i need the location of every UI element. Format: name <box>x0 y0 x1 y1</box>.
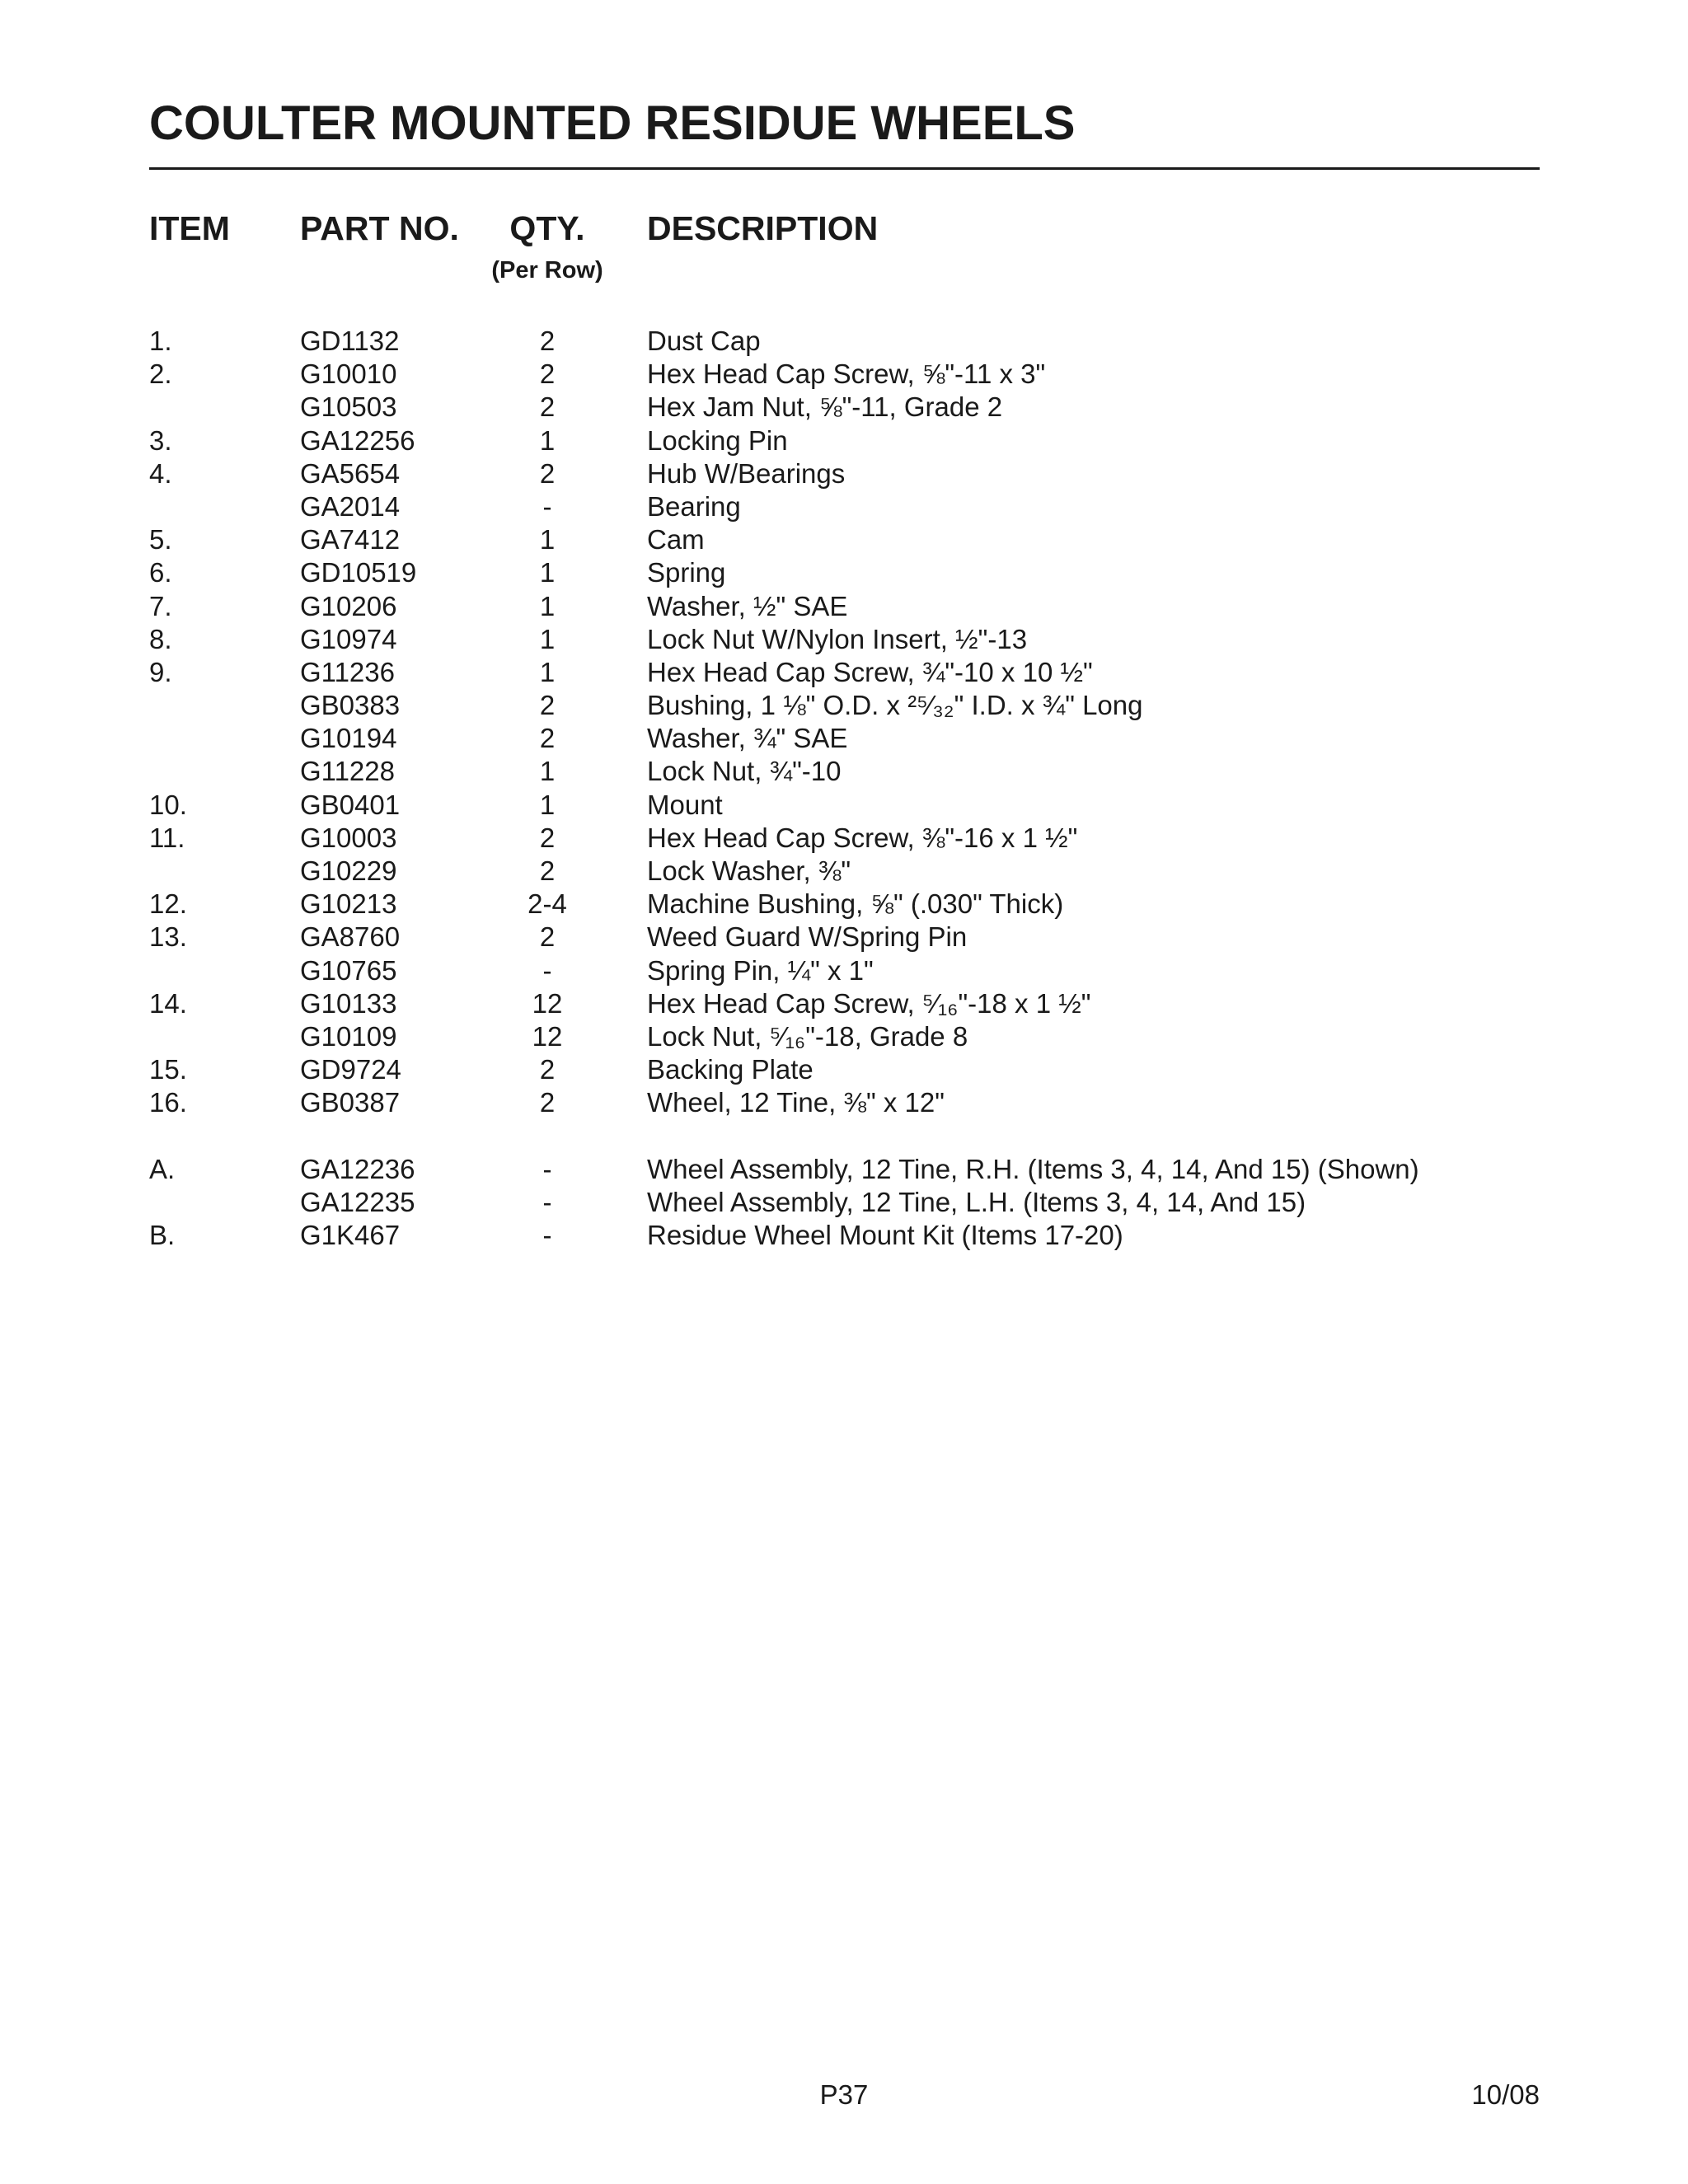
table-row <box>0 888 1688 921</box>
row-description: Lock Washer, ⅜" <box>647 855 851 886</box>
row-quantity: 2 <box>539 723 556 754</box>
row-part-number: G10010 <box>300 359 397 390</box>
row-part-number: GA5654 <box>300 457 401 489</box>
row-part-number: G10229 <box>300 855 397 886</box>
row-description: Hex Head Cap Screw, ¾"-10 x 10 ½" <box>647 656 1093 687</box>
row-description: Wheel Assembly, 12 Tine, R.H. (Items 3, 4, 14, And 15) (Shown) <box>647 1153 1419 1184</box>
row-description: Washer, ½" SAE <box>647 590 848 621</box>
row-item-number: 13. <box>149 921 187 953</box>
row-part-number: G10109 <box>300 1020 397 1052</box>
row-item-number: 3. <box>149 424 172 456</box>
row-quantity: 1 <box>539 656 556 687</box>
row-item-number: 1. <box>149 326 172 356</box>
column-subheader-per-row: (Per Row) <box>491 257 603 284</box>
row-description: Lock Nut W/Nylon Insert, ½"-13 <box>647 623 1028 654</box>
row-item-number: 14. <box>149 987 187 1019</box>
table-row <box>0 855 1688 888</box>
row-description: Bushing, 1 ⅛" O.D. x ²⁵⁄₃₂" I.D. x ¾" Long <box>647 690 1143 721</box>
table-row <box>0 1219 1688 1252</box>
table-row <box>0 822 1688 855</box>
row-quantity: 2 <box>539 359 556 390</box>
row-item-number: 12. <box>149 888 187 920</box>
table-row <box>0 789 1688 822</box>
row-part-number: GD10519 <box>300 557 417 588</box>
row-description: Lock Nut, ⁵⁄₁₆"-18, Grade 8 <box>647 1020 968 1052</box>
row-description: Locking Pin <box>647 424 788 456</box>
row-description: Residue Wheel Mount Kit (Items 17-20) <box>647 1219 1123 1250</box>
row-quantity: 12 <box>532 1020 563 1052</box>
row-part-number: GD9724 <box>300 1054 401 1085</box>
row-part-number: GD1132 <box>300 326 400 356</box>
row-quantity: - <box>542 490 552 522</box>
row-description: Hub W/Bearings <box>647 457 846 489</box>
table-row <box>0 722 1688 755</box>
table-row <box>0 457 1688 490</box>
page-number: P37 <box>819 2079 869 2110</box>
row-part-number: GA12256 <box>300 424 415 456</box>
row-part-number: G10194 <box>300 723 397 754</box>
row-item-number: B. <box>149 1219 176 1250</box>
row-part-number: G10503 <box>300 391 397 423</box>
row-item-number: 11. <box>149 822 185 853</box>
row-part-number: GA8760 <box>300 921 401 953</box>
table-row <box>0 523 1688 556</box>
row-quantity: 2 <box>539 1054 556 1085</box>
row-part-number: GB0383 <box>300 690 401 721</box>
table-row <box>0 1053 1688 1086</box>
row-part-number: G10133 <box>300 987 397 1019</box>
row-part-number: G10003 <box>300 822 397 853</box>
table-row <box>0 391 1688 424</box>
row-description: Hex Head Cap Screw, ⁵⁄₁₆"-18 x 1 ½" <box>647 987 1091 1019</box>
row-quantity: 2 <box>539 921 556 953</box>
row-item-number: 10. <box>149 789 187 820</box>
table-row <box>0 1186 1688 1219</box>
table-row <box>0 1153 1688 1186</box>
row-description: Hex Jam Nut, ⅝"-11, Grade 2 <box>647 391 1003 423</box>
table-row <box>0 689 1688 722</box>
row-description: Spring <box>647 557 726 588</box>
page-title: COULTER MOUNTED RESIDUE WHEELS <box>149 96 1076 150</box>
column-header-part-no: PART NO. <box>300 209 459 247</box>
row-part-number: GA7412 <box>300 524 401 555</box>
row-item-number: 5. <box>149 524 172 555</box>
row-part-number: GB0401 <box>300 789 401 820</box>
row-part-number: G10213 <box>300 888 397 920</box>
table-row <box>0 623 1688 656</box>
row-quantity: 1 <box>539 424 556 456</box>
row-item-number: 2. <box>149 359 172 390</box>
row-item-number: 8. <box>149 623 172 654</box>
row-description: Wheel, 12 Tine, ⅜" x 12" <box>647 1087 945 1118</box>
row-description: Cam <box>647 524 705 555</box>
row-item-number: 4. <box>149 457 172 489</box>
row-part-number: G10765 <box>300 954 397 986</box>
table-row <box>0 954 1688 987</box>
column-header-description: DESCRIPTION <box>647 209 879 247</box>
row-item-number: 16. <box>149 1087 187 1118</box>
row-quantity: 1 <box>539 524 556 555</box>
row-quantity: 2 <box>539 391 556 423</box>
table-row <box>0 556 1688 589</box>
table-row <box>0 358 1688 391</box>
table-row <box>0 590 1688 623</box>
row-quantity: 1 <box>539 623 556 654</box>
row-quantity: - <box>542 1186 552 1217</box>
table-row <box>0 325 1688 358</box>
row-part-number: GA12236 <box>300 1153 415 1184</box>
column-header-item: ITEM <box>149 209 230 247</box>
row-description: Backing Plate <box>647 1054 814 1085</box>
table-row <box>0 755 1688 788</box>
row-description: Mount <box>647 789 723 820</box>
table-row <box>0 424 1688 457</box>
row-description: Spring Pin, ¼" x 1" <box>647 954 874 986</box>
row-quantity: 2 <box>539 690 556 721</box>
row-quantity: - <box>542 1153 552 1184</box>
row-part-number: GA12235 <box>300 1186 415 1217</box>
row-quantity: 1 <box>539 756 556 787</box>
row-description: Hex Head Cap Screw, ⅜"-16 x 1 ½" <box>647 822 1078 853</box>
row-quantity: 1 <box>539 590 556 621</box>
row-quantity: 1 <box>539 789 556 820</box>
table-row <box>0 656 1688 689</box>
row-quantity: 2 <box>539 1087 556 1118</box>
row-quantity: - <box>542 954 552 986</box>
row-part-number: G11236 <box>300 656 395 687</box>
row-quantity: 2 <box>539 822 556 853</box>
row-description: Lock Nut, ¾"-10 <box>647 756 842 787</box>
row-description: Bearing <box>647 490 741 522</box>
table-row <box>0 987 1688 1020</box>
row-part-number: G10974 <box>300 623 397 654</box>
table-row <box>0 921 1688 954</box>
row-quantity: 1 <box>539 557 556 588</box>
row-part-number: GA2014 <box>300 490 401 522</box>
row-quantity: 2 <box>539 326 556 356</box>
row-quantity: - <box>542 1219 552 1250</box>
title-divider <box>149 167 1540 170</box>
row-description: Washer, ¾" SAE <box>647 723 848 754</box>
row-description: Weed Guard W/Spring Pin <box>647 921 968 953</box>
row-quantity: 2-4 <box>528 888 567 920</box>
row-item-number: 6. <box>149 557 172 588</box>
column-header-qty: QTY. <box>509 209 585 247</box>
row-description: Machine Bushing, ⅝" (.030" Thick) <box>647 888 1064 920</box>
row-item-number: 7. <box>149 590 172 621</box>
table-row <box>0 1020 1688 1053</box>
row-part-number: G1K467 <box>300 1219 401 1250</box>
row-description: Hex Head Cap Screw, ⅝"-11 x 3" <box>647 359 1046 390</box>
row-description: Wheel Assembly, 12 Tine, L.H. (Items 3, 4, 14, And 15) <box>647 1186 1306 1217</box>
revision-date: 10/08 <box>1471 2079 1540 2110</box>
row-description: Dust Cap <box>647 326 761 356</box>
parts-list <box>0 325 1688 1252</box>
row-part-number: GB0387 <box>300 1087 401 1118</box>
row-quantity: 2 <box>539 457 556 489</box>
row-part-number: G11228 <box>300 756 395 787</box>
row-part-number: G10206 <box>300 590 397 621</box>
row-item-number: 15. <box>149 1054 187 1085</box>
row-quantity: 2 <box>539 855 556 886</box>
table-row <box>0 490 1688 523</box>
row-quantity: 12 <box>532 987 563 1019</box>
row-item-number: A. <box>149 1153 176 1184</box>
row-item-number: 9. <box>149 656 172 687</box>
table-row <box>0 1086 1688 1119</box>
